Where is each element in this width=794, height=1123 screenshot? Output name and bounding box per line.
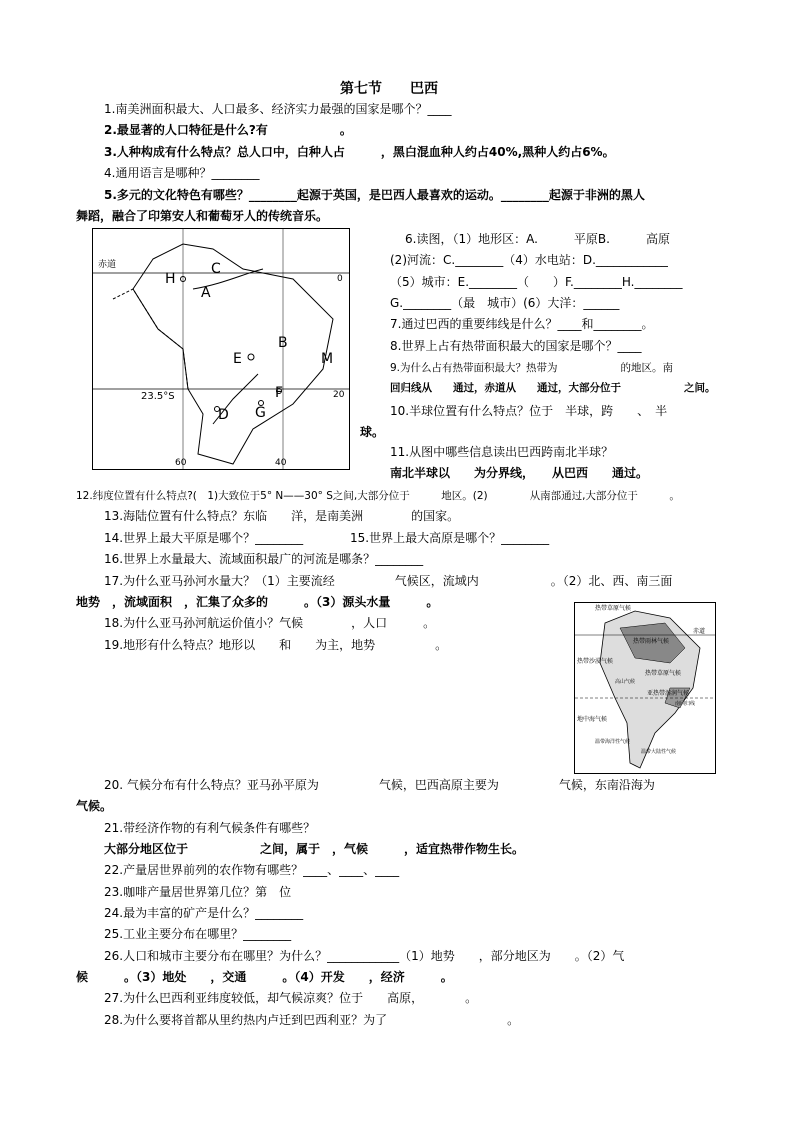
q18: 18.为什么亚马孙河航运价值小？气候 ，人口 。 bbox=[104, 616, 436, 630]
q16: 16.世界上水量最大、流域面积最广的河流是哪条？________ bbox=[104, 552, 424, 566]
map2-label-10: 温带大陆性气候 bbox=[641, 749, 677, 755]
q14: 14.世界上最大平原是哪个？________ bbox=[104, 531, 304, 545]
sixty-label: 60 bbox=[175, 458, 187, 468]
q2: 2.最显著的人口特征是什么?有 。 bbox=[104, 123, 352, 137]
forty-label: 40 bbox=[275, 458, 287, 468]
q6: 6.读图，（1）地形区：A. 平原B. 高原 bbox=[405, 232, 670, 246]
q26: 26.人口和城市主要分布在哪里？为什么？____________（1）地势 ，部分地区为 。（2）气 bbox=[104, 949, 625, 963]
map2-label-4: 热带草原气候 bbox=[645, 670, 682, 677]
q26-cont: 候 。（3）地处 ，交通 。（4）开发 ，经济 。 bbox=[76, 970, 453, 984]
map-letter-h: H bbox=[165, 271, 176, 287]
q15: 15.世界上最大高原是哪个？________ bbox=[350, 531, 550, 545]
q6-river: (2)河流：C.________（4）水电站：D.____________ bbox=[390, 253, 668, 267]
south-america-climate-map bbox=[574, 602, 716, 774]
q8: 8.世界上占有热带面积最大的国家是哪个？____ bbox=[390, 339, 642, 353]
q20: 20. 气候分布有什么特点？亚马孙平原为 气候，巴西高原主要为 气候，东南沿海为 bbox=[104, 778, 655, 792]
q11: 11.从图中哪些信息读出巴西跨南北半球？ bbox=[390, 445, 614, 459]
twenty-label: 20 bbox=[333, 390, 345, 400]
q28: 28.为什么要将首都从里约热内卢迁到巴西利亚？为了 。 bbox=[104, 1013, 520, 1027]
map-letter-e: E bbox=[233, 351, 242, 367]
q7: 7.通过巴西的重要纬线是什么？____和________。 bbox=[390, 317, 654, 331]
q17-cont: 地势 ，流域面积 ，汇集了众多的 。（3）源头水量 。 bbox=[76, 595, 439, 609]
brazil-outline-map bbox=[92, 228, 350, 470]
q13: 13.海陆位置有什么特点？东临 洋，是南美洲 的国家。 bbox=[104, 509, 460, 523]
map2-label-8: 地中海气候 bbox=[577, 716, 608, 723]
q9: 9.为什么占有热带面积最大？热带为 的地区。南 bbox=[390, 362, 674, 374]
q17: 17.为什么亚马孙河水量大？（1）主要流经 气候区，流域内 。（2）北、西、南三面 bbox=[104, 574, 673, 588]
q21-answer: 大部分地区位于 之间，属于 ，气候 ，适宜热带作物生长。 bbox=[104, 842, 525, 856]
q6-ocean: G.________（最 城市）(6）大洋：______ bbox=[390, 296, 620, 310]
page-title: 第七节 巴西 bbox=[340, 81, 438, 97]
map-letter-b: B bbox=[278, 335, 288, 351]
q1: 1.南美洲面积最大、人口最多、经济实力最强的国家是哪个？____ bbox=[104, 102, 452, 116]
q19: 19.地形有什么特点？地形以 和 为主，地势 。 bbox=[104, 638, 448, 652]
map2-label-9: 温带海洋性气候 bbox=[595, 739, 631, 745]
q27: 27.为什么巴西利亚纬度较低，却气候凉爽？位于 高原， 。 bbox=[104, 991, 478, 1005]
map-letter-f: F bbox=[275, 385, 284, 401]
tropic-label: 23.5°S bbox=[141, 391, 175, 402]
map2-label-3: 赤道 bbox=[693, 628, 706, 635]
map2-label-1: 热带草原气候 bbox=[595, 605, 632, 612]
q4: 4.通用语言是哪种？________ bbox=[104, 166, 260, 180]
map2-label-6: 亚热带湿润气候 bbox=[647, 690, 690, 697]
map-letter-a: A bbox=[201, 285, 211, 301]
q10-cont: 球。 bbox=[360, 425, 385, 439]
map-letter-g: G bbox=[255, 405, 266, 421]
q6-city: （5）城市：E.________（ ）F.________H.________ bbox=[390, 275, 683, 289]
q3: 3.人种构成有什么特点？总人口中，白种人占 ，黑白混血种人约占40%,黑种人约占6%。 bbox=[104, 145, 615, 159]
q9-cont: 回归线从 通过，赤道从 通过，大部分位于 之间。 bbox=[390, 382, 716, 394]
q10: 10.半球位置有什么特点？位于 半球，跨 、 半 bbox=[390, 404, 668, 418]
q20-cont: 气候。 bbox=[76, 799, 113, 813]
map-letter-m: M bbox=[321, 351, 334, 367]
map2-label-5: 热带沙漠气候 bbox=[577, 658, 614, 665]
q5: 5.多元的文化特色有哪些？________起源于英国，是巴西人最喜欢的运动。________起源于非洲的黑人 bbox=[104, 188, 645, 202]
map-letter-c: C bbox=[211, 261, 221, 277]
q24: 24.最为丰富的矿产是什么？________ bbox=[104, 906, 304, 920]
map2-label-2: 热带雨林气候 bbox=[633, 638, 670, 645]
zero-label: 0 bbox=[337, 274, 343, 284]
q11-answer: 南北半球以 为分界线， 从巴西 通过。 bbox=[390, 466, 649, 480]
q25: 25.工业主要分布在哪里？________ bbox=[104, 927, 292, 941]
equator-label: 赤道 bbox=[98, 260, 117, 270]
q5-cont: 舞蹈，融合了印第安人和葡萄牙人的传统音乐。 bbox=[76, 209, 329, 223]
map-letter-d: D bbox=[218, 407, 229, 423]
q23: 23.咖啡产量居世界第几位？第 位 bbox=[104, 885, 292, 899]
map2-label-11: 高山气候 bbox=[615, 679, 636, 685]
q21: 21.带经济作物的有利气候条件有哪些？ bbox=[104, 821, 316, 835]
map2-label-7: 南回归线 bbox=[675, 701, 696, 707]
q12: 12.纬度位置有什么特点?( 1)大致位于5° N——30° S之间,大部分位于 地区。(2) 从南部通过,大部分位于 。 bbox=[76, 490, 680, 502]
q22: 22.产量居世界前列的农作物有哪些？____、____、____ bbox=[104, 863, 400, 877]
